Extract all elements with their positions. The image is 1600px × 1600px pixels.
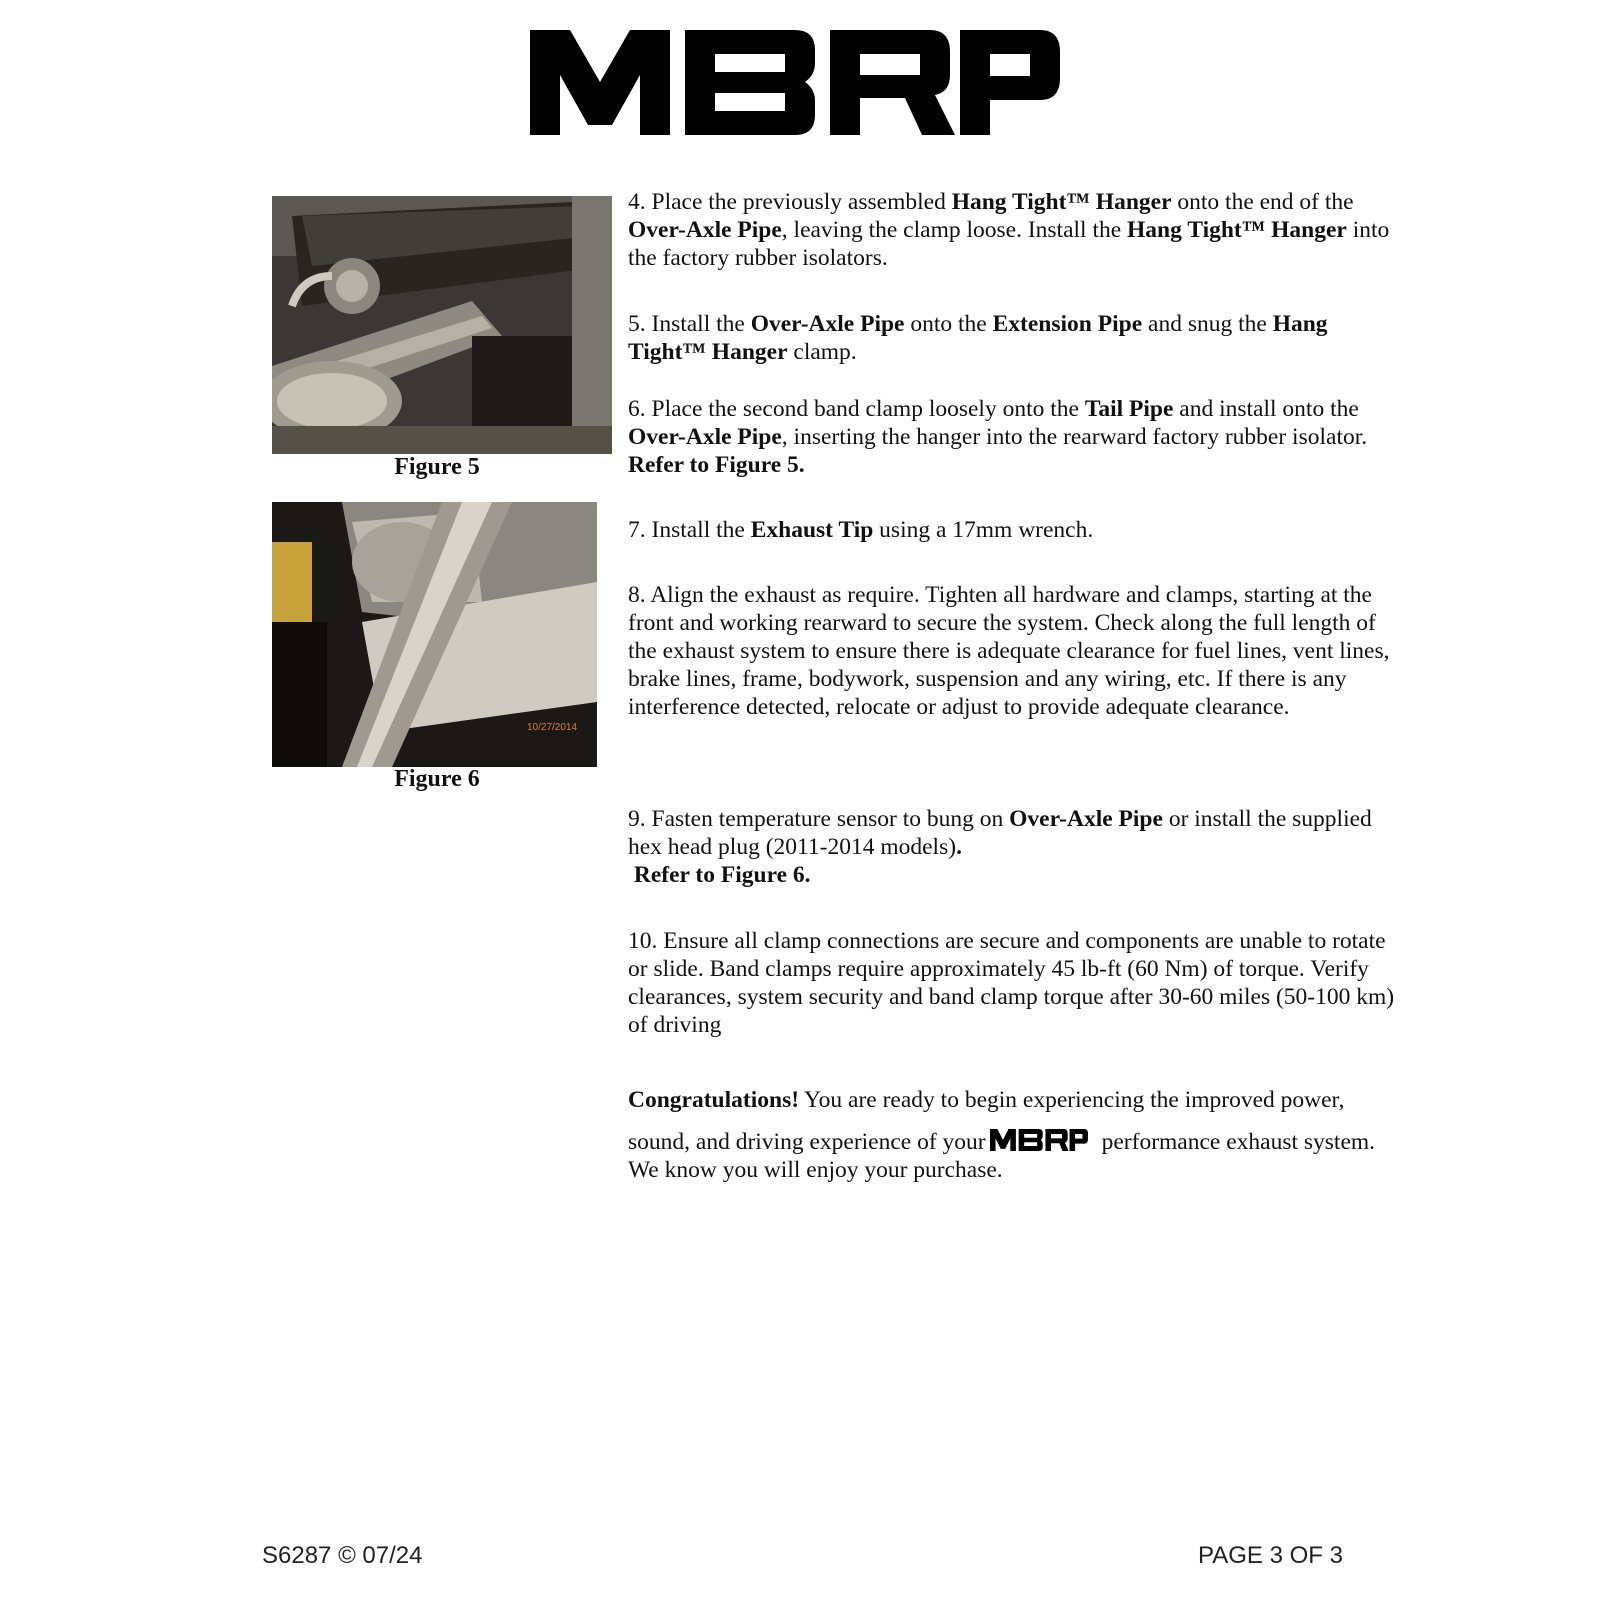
date-stamp: 10/27/2014 — [527, 722, 578, 733]
step-6: 6. Place the second band clamp loosely onto the Tail Pipe and install onto the Over-Axle Pipe, inserting the hanger into the rearward factory rubber isolator. Refer to Figure 5. — [628, 396, 1368, 478]
step-9: 9. Fasten temperature sensor to bung on Over-Axle Pipe or install the supplied hex head plug (2011-2014 models). Refer to Figure 6. — [628, 806, 1372, 888]
congratulations-paragraph: Congratulations! You are ready to begin experiencing the improved power, sound, and driving experience of your performance exhaust system. We know you will enjoy your purchase. — [628, 1087, 1376, 1183]
figure-5-caption: Figure 5 — [394, 454, 480, 480]
figure-6-photo — [272, 502, 597, 767]
step-8: 8. Align the exhaust as require. Tighten all hardware and clamps, starting at the front and working rearward to secure the system. Check along the full length of the exhaust system to ensure there is adequate clearance for fuel lines, vent lines, brake lines, frame, bodywork, suspension and any wiring, etc. If there is any interference detected, relocate or adjust to provide adequate clearance. — [628, 582, 1390, 720]
mbrp-logo — [530, 30, 1060, 135]
figure-5-photo — [272, 196, 612, 454]
mbrp-inline-logo — [990, 1129, 1088, 1151]
step-10: 10. Ensure all clamp connections are secure and components are unable to rotate or slide. Band clamps require approximately 45 lb-ft (60 Nm) of torque. Verify clearances, system security and band clamp torque after 30-60 miles (50-100 km) of driving — [628, 928, 1395, 1038]
figure-6-caption: Figure 6 — [394, 766, 480, 792]
step-7: 7. Install the Exhaust Tip using a 17mm wrench. — [628, 517, 1094, 543]
page-number: PAGE 3 OF 3 — [1198, 1542, 1343, 1569]
step-4: 4. Place the previously assembled Hang Tight™ Hanger onto the end of the Over-Axle Pipe, leaving the clamp loose. Install the Hang Tight™ Hanger into the factory rubber isolators. — [628, 189, 1390, 271]
step-5: 5. Install the Over-Axle Pipe onto the Extension Pipe and snug the Hang Tight™ Hanger clamp. — [628, 311, 1328, 365]
document-code: S6287 © 07/24 — [262, 1542, 423, 1569]
